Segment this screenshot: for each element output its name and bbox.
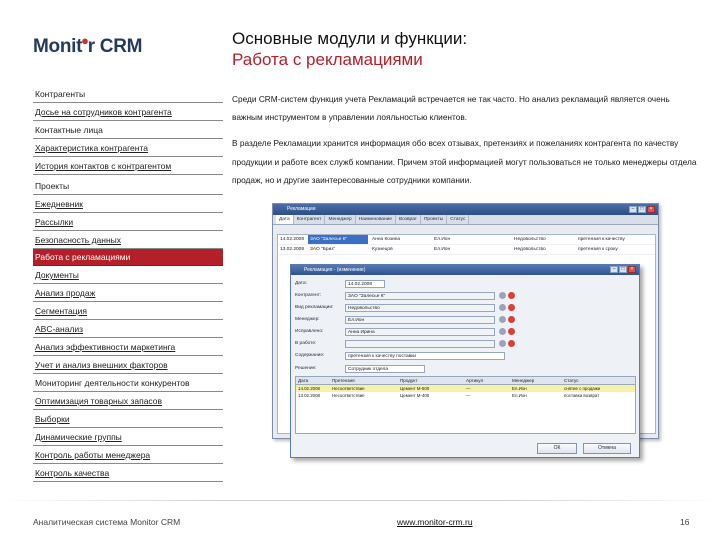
clear-icon[interactable] xyxy=(508,316,515,323)
field-label-content: Содержание: xyxy=(295,353,325,358)
app-window-titlebar xyxy=(273,204,658,215)
sidebar-item-abc-analysis[interactable]: ABC-анализ xyxy=(33,321,223,338)
complaint-items-grid xyxy=(295,376,636,434)
sidebar-item-complaints[interactable]: Работа с рекламациями xyxy=(33,249,223,266)
sidebar-item-quality-control[interactable]: Контроль качества xyxy=(33,465,223,482)
content-input[interactable]: претензия к качеству поставки xyxy=(345,352,505,360)
grid-header xyxy=(296,377,635,385)
dialog-close-icon[interactable]: × xyxy=(628,266,636,273)
grid-col-date[interactable]: Дата xyxy=(298,378,309,383)
field-label-resolution: Решение: xyxy=(295,366,317,371)
resolution-input[interactable]: Сотрудник отдела xyxy=(345,365,425,373)
sidebar-item-counterparties[interactable]: Контрагенты xyxy=(33,86,223,103)
sidebar-item-data-security[interactable]: Безопасность данных xyxy=(33,232,223,249)
grid-col-product[interactable]: Продукт xyxy=(400,378,418,383)
table-row[interactable]: 13.02.2008 Несоответствие Цемент М-400 — Ел.Ион поставка возврат xyxy=(298,393,600,398)
field-label-counterparty: Контрагент: xyxy=(295,293,322,298)
counterparty-select[interactable]: ЗАО "Залесье К" xyxy=(345,292,495,300)
field-label-corrected: Исправлено: xyxy=(295,329,324,334)
description-paragraph-2: В разделе Рекламации хранится информация обо всех отзывах, претензиях и пожеланиях контрагента по качеству продукции и работе всех служб компании. Причем этой информацией могут пользоваться не только менеджеры отдела продаж, но и другие заинтересованные сотрудники компании. xyxy=(232,138,697,185)
table-row[interactable]: 13.02.2008 ЗАО "Бриз" Кузнецов Ел.Ион Недовольство претензия к сроку xyxy=(278,245,655,255)
tab-name[interactable]: Наименование xyxy=(356,215,396,224)
cancel-button[interactable]: Отмена xyxy=(583,443,631,454)
table-row[interactable]: 14.02.2008 ЗАО "Залесье К" Анна Козина Ел.Ион Недовольство претензия к качеству xyxy=(278,235,655,245)
title-sub: Работа с рекламациями xyxy=(232,50,423,69)
grid-col-claim[interactable]: Претензия xyxy=(332,378,355,383)
tab-status[interactable]: Статус xyxy=(447,215,469,224)
sidebar-item-manager-control[interactable]: Контроль работы менеджера xyxy=(33,447,223,464)
sidebar-item-contact-history[interactable]: История контактов с контрагентом xyxy=(33,158,223,175)
lookup-icon[interactable] xyxy=(499,316,506,323)
footer-divider xyxy=(0,500,720,501)
sidebar-item-employee-dossier[interactable]: Досье на сотрудников контрагента xyxy=(33,104,223,121)
sidebar-item-selections[interactable]: Выборки xyxy=(33,411,223,428)
sidebar-item-dynamic-groups[interactable]: Динамические группы xyxy=(33,429,223,446)
footer-website-link[interactable]: www.monitor-crm.ru xyxy=(397,517,473,527)
close-icon[interactable]: × xyxy=(647,206,655,213)
footer-caption: Аналитическая система Monitor CRM xyxy=(33,517,181,527)
sidebar-item-external-factors[interactable]: Учет и анализ внешних факторов xyxy=(33,357,223,374)
clear-icon[interactable] xyxy=(508,304,515,311)
logo-dot-icon: ● xyxy=(81,33,89,48)
page-number: 16 xyxy=(680,517,690,527)
clear-icon[interactable] xyxy=(508,340,515,347)
manager-select[interactable]: Ел.Ион xyxy=(345,316,495,324)
lookup-icon[interactable] xyxy=(499,328,506,335)
field-label-in-progress: В работе: xyxy=(295,341,317,346)
tab-date[interactable]: Дата xyxy=(276,215,294,224)
field-label-date: Дата: xyxy=(295,281,307,286)
sidebar-item-competitor-monitoring[interactable]: Мониторинг деятельности конкурентов xyxy=(33,375,223,392)
sidebar-item-characteristics[interactable]: Характеристика контрагента xyxy=(33,140,223,157)
description-text xyxy=(232,90,697,189)
grid-col-manager[interactable]: Менеджер xyxy=(512,378,535,383)
description-paragraph-1: Среди CRM-систем функция учета Рекламаций встречается не так часто. Но анализ рекламаций является очень важным инструментом в управлении лояльностью клиентов. xyxy=(232,94,670,123)
table-row[interactable]: 14.02.2008 Несоответствие Цемент М-500 — Ел.Ион снятие с продажи xyxy=(296,385,635,392)
lookup-icon[interactable] xyxy=(499,340,506,347)
tab-counterparty[interactable]: Контрагент xyxy=(294,215,326,224)
sidebar-item-planner[interactable]: Ежедневник xyxy=(33,196,223,213)
tab-return[interactable]: Возврат xyxy=(396,215,421,224)
grid-col-status[interactable]: Статус xyxy=(564,378,579,383)
dialog-maximize-icon[interactable]: □ xyxy=(619,266,627,273)
sidebar-item-marketing-efficiency[interactable]: Анализ эффективности маркетинга xyxy=(33,339,223,356)
sidebar-item-sales-analysis[interactable]: Анализ продаж xyxy=(33,285,223,302)
monitor-crm-logo: Monit●r CRM xyxy=(33,33,143,57)
field-label-complaint-type: Вид рекламации: xyxy=(295,305,334,310)
sidebar-item-inventory-optimization[interactable]: Оптимизация товарных запасов xyxy=(33,393,223,410)
sidebar-item-contacts[interactable]: Контактные лица xyxy=(33,122,223,139)
clear-icon[interactable] xyxy=(508,328,515,335)
app-column-tabs xyxy=(273,215,658,225)
tab-projects[interactable]: Проекты xyxy=(421,215,447,224)
complaint-dialog xyxy=(290,264,640,458)
grid-col-article[interactable]: Артикул xyxy=(466,378,484,383)
title-main: Основные модули и функции: xyxy=(232,29,468,48)
minimize-icon[interactable]: – xyxy=(629,206,637,213)
in-progress-select[interactable] xyxy=(345,340,495,348)
maximize-icon[interactable]: □ xyxy=(638,206,646,213)
field-label-manager: Менеджер: xyxy=(295,317,320,322)
sidebar-item-projects[interactable]: Проекты xyxy=(33,178,223,195)
ok-button[interactable]: ОК xyxy=(537,443,577,454)
corrected-select[interactable]: Анна Ирина xyxy=(345,328,495,336)
sidebar-item-documents[interactable]: Документы xyxy=(33,267,223,284)
lookup-icon[interactable] xyxy=(499,304,506,311)
sidebar-item-segmentation[interactable]: Сегментация xyxy=(33,303,223,320)
slide-title xyxy=(232,28,467,70)
dialog-title: Рекламация - (изменение) xyxy=(304,267,366,273)
sidebar-item-mailings[interactable]: Рассылки xyxy=(33,214,223,231)
app-window-title: Рекламации xyxy=(287,206,316,212)
clear-icon[interactable] xyxy=(508,292,515,299)
complaint-type-select[interactable]: Недовольство xyxy=(345,304,495,312)
dialog-titlebar xyxy=(291,265,639,275)
tab-manager[interactable]: Менеджер xyxy=(325,215,355,224)
dialog-minimize-icon[interactable]: – xyxy=(610,266,618,273)
date-input[interactable]: 14.02.2008 xyxy=(345,280,385,288)
lookup-icon[interactable] xyxy=(499,292,506,299)
